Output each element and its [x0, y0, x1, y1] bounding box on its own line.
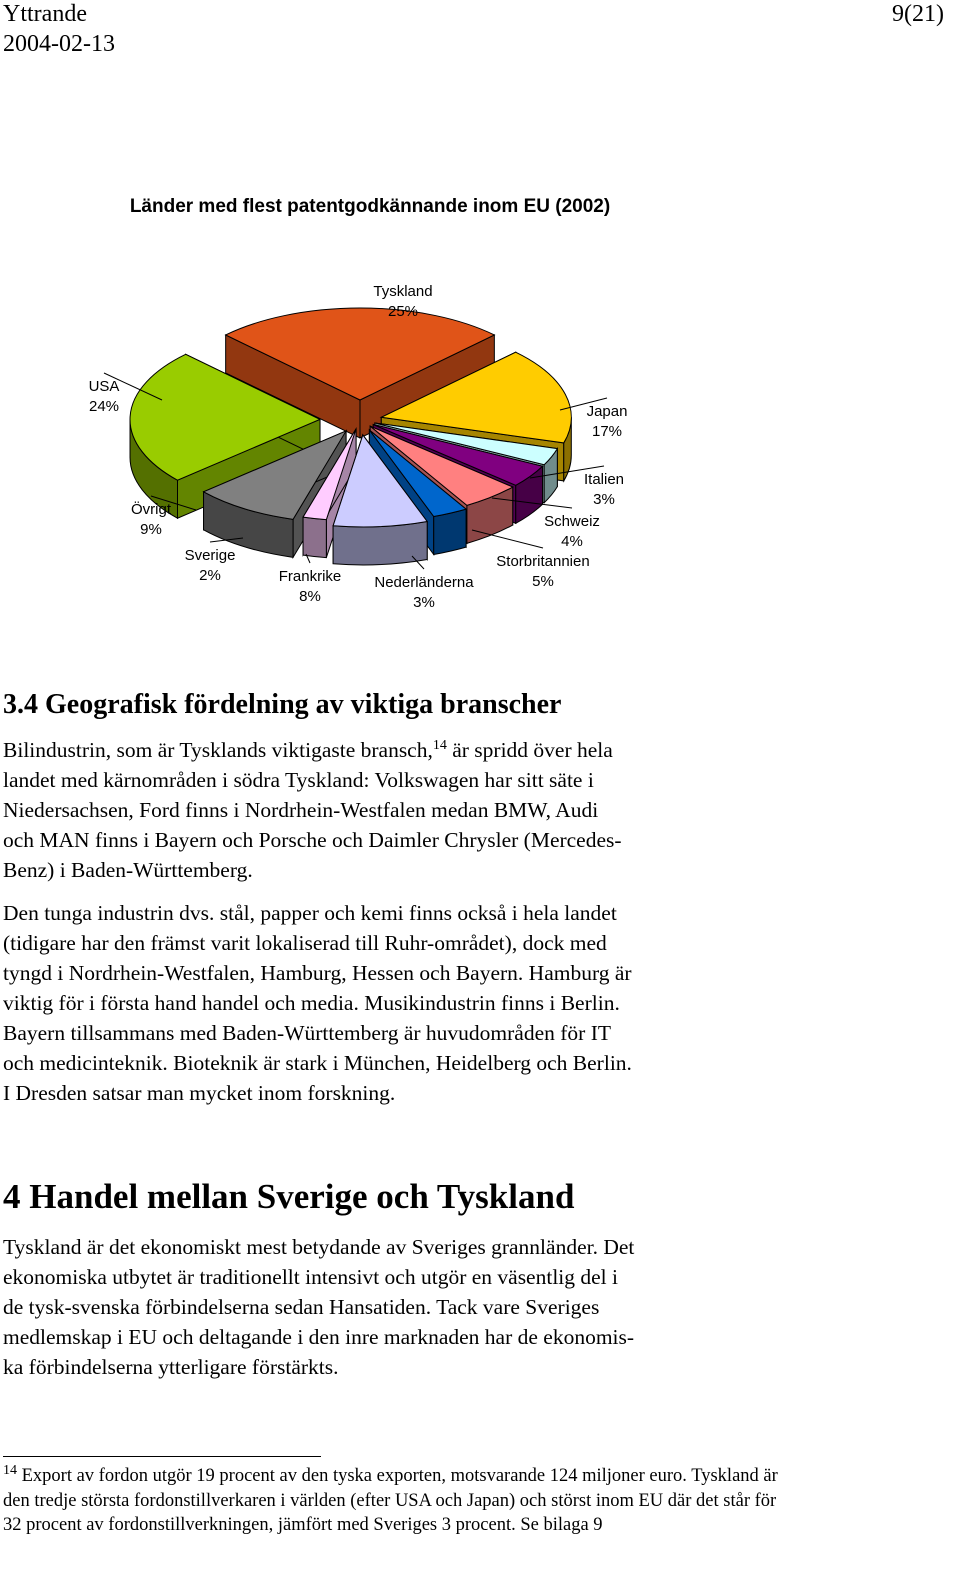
- pie-value-usa: 24%: [88, 398, 120, 415]
- pie-value-schweiz: 4%: [561, 533, 583, 550]
- pie-label-frankrike: Frankrike: [278, 568, 342, 585]
- pie-chart: [0, 270, 700, 630]
- leader-line-storbritannien: [472, 530, 543, 548]
- paragraph-text: Bilindustrin, som är Tysklands viktigaste bransch,: [3, 738, 433, 762]
- pie-label-nederl-nderna: Nederländerna: [374, 574, 474, 591]
- pie-value-storbritannien: 5%: [532, 573, 554, 590]
- pie-label-schweiz: Schweiz: [544, 513, 600, 530]
- pie-label-usa: USA: [88, 378, 120, 395]
- pie-value-italien: 3%: [593, 491, 615, 508]
- pie-value-frankrike: 8%: [299, 588, 321, 605]
- pie-label-sverige: Sverige: [184, 547, 236, 564]
- document-type: Yttrande: [3, 1, 87, 27]
- pie-value-tyskland: 25%: [387, 303, 419, 320]
- section-3-4-paragraph-2: Den tunga industrin dvs. stål, papper och kemi finns också i hela landet (tidigare har den främst varit lokaliserad till Ruhr-området), dock med tyngd i Nordrhein-Westfalen, Hamburg, Hessen och Bayern. Hamburg är viktig för i första hand handel och media. Musikindustrin finns i Berlin. Bayern tillsammans med Baden-Württemberg är huvudområden för IT och medicinteknik. Bioteknik är stark i München, Heidelberg och Berlin. I Dresden satsar man mycket inom forskning.: [3, 901, 632, 1105]
- pie-value--vrigt: 9%: [140, 521, 162, 538]
- footnote-text: Export av fordon utgör 19 procent av den tyska exporten, motsvarande 124 miljoner euro. Tyskland är den tredje största fordonstillverkaren i världen (efter USA och Japan) och störst inom EU där det står för 32 procent av fordonstillverkningen, jämfört med Sveriges 3 procent. Se bilaga 9: [3, 1466, 778, 1535]
- footnote-separator: [3, 1456, 321, 1457]
- footnote: [3, 1464, 793, 1538]
- pie-wall-frankrike: [333, 521, 427, 564]
- footnote-number: 14: [3, 1462, 17, 1478]
- chart-title: Länder med flest patentgodkännande inom EU (2002): [129, 196, 611, 217]
- page-number: 9(21): [892, 1, 944, 27]
- pie-wall-sverige: [303, 517, 326, 558]
- paragraph-text: är spridd över hela landet med kärnområden i södra Tyskland: Volkswagen har sitt säte i Niedersachsen, Ford finns i Nordrhein-Westfalen medan BMW, Audi och MAN finns i Bayern och Porsche och Daimler Chrysler (Mercedes- Benz) i Baden-Württemberg.: [3, 738, 622, 882]
- footnote-ref[interactable]: 14: [432, 737, 447, 753]
- pie-value-japan: 17%: [591, 423, 623, 440]
- pie-value-sverige: 2%: [199, 567, 221, 584]
- section-heading-4: 4 Handel mellan Sverige och Tyskland: [3, 1177, 575, 1216]
- section-heading-3-4: 3.4 Geografisk fördelning av viktiga branscher: [3, 689, 562, 720]
- pie-value-nederl-nderna: 3%: [413, 594, 435, 611]
- section-3-4-paragraph-1: [3, 735, 793, 885]
- pie-label--vrigt: Övrigt: [130, 501, 172, 518]
- section-4-paragraph-1: Tyskland är det ekonomiskt mest betydande av Sveriges grannländer. Det ekonomiska utbytet är traditionellt intensivt och utgör en väsentlig del i de tysk-svenska förbindelserna sedan Hansatiden. Tack vare Sveriges medlemskap i EU och deltagande i den inre marknaden har de ekonomis- ka förbindelserna ytterligare förstärkts.: [3, 1235, 635, 1379]
- pie-label-italien: Italien: [583, 471, 625, 488]
- document-date: 2004-02-13: [3, 31, 115, 57]
- pie-label-storbritannien: Storbritannien: [496, 553, 590, 570]
- pie-label-tyskland: Tyskland: [373, 283, 433, 300]
- pie-label-japan: Japan: [586, 403, 628, 420]
